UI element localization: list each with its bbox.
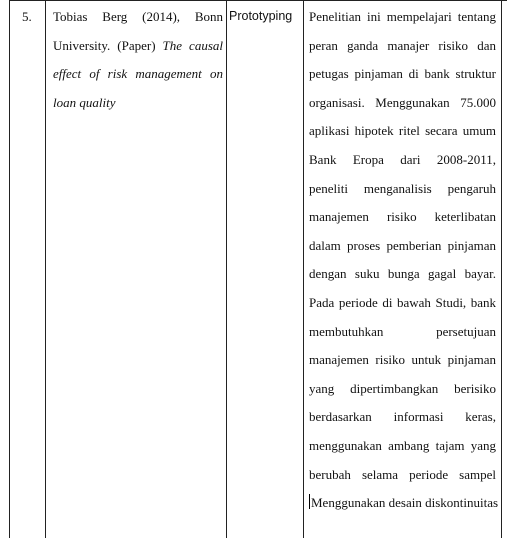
summary-line: dengan suku bunga gagal bayar. [309, 266, 496, 282]
reference-affiliation: University. (Paper) [53, 37, 163, 53]
summary-line: aplikasi hipotek ritel secara umum [309, 123, 496, 139]
summary-line: peran ganda manajer risiko dan [309, 37, 496, 53]
column-divider-1 [45, 0, 46, 538]
reference-cell [53, 3, 223, 117]
reference-line-3: effect of risk management on [53, 66, 223, 82]
summary-line: dalam proses pemberian pinjaman [309, 237, 496, 253]
summary-line: petugas pinjaman di bank struktur [309, 66, 496, 82]
summary-line: manajemen risiko keterlibatan [309, 209, 496, 225]
summary-line: manajemen risiko untuk pinjaman [309, 352, 496, 368]
summary-line: organisasi. Menggunakan 75.000 [309, 94, 496, 110]
reference-line-2 [53, 32, 223, 61]
table-border-left [9, 0, 10, 538]
summary-line: peneliti menganalisis pengaruh [309, 180, 496, 196]
summary-line: membutuhkan persetujuan [309, 323, 496, 339]
table-border-right [501, 0, 502, 538]
summary-line: Bank Eropa dari 2008-2011, [309, 151, 496, 167]
summary-line: Penelitian ini mempelajari tentang [309, 9, 496, 24]
column-divider-3 [303, 0, 304, 538]
summary-line: berdasarkan informasi keras, [309, 409, 496, 425]
reference-line-4: loan quality [53, 94, 116, 110]
summary-cell [309, 3, 499, 518]
method-cell: Prototyping [229, 9, 293, 23]
summary-line: menggunakan ambang tajam yang [309, 437, 496, 453]
column-divider-2 [226, 0, 227, 538]
text-cursor [309, 494, 310, 509]
row-number: 5. [22, 9, 32, 24]
reference-title-start: The causal [162, 37, 223, 53]
table-border-top [9, 0, 507, 1]
summary-line-last: Menggunakan desain diskontinuitas [311, 495, 499, 511]
summary-line-with-caret[interactable] [309, 489, 499, 518]
summary-line: yang dipertimbangkan berisiko [309, 380, 496, 396]
summary-line: berubah selama periode sampel [309, 466, 496, 482]
summary-line: Pada periode di bawah Studi, bank [309, 294, 496, 310]
reference-line-1: Tobias Berg (2014), Bonn [53, 9, 223, 24]
